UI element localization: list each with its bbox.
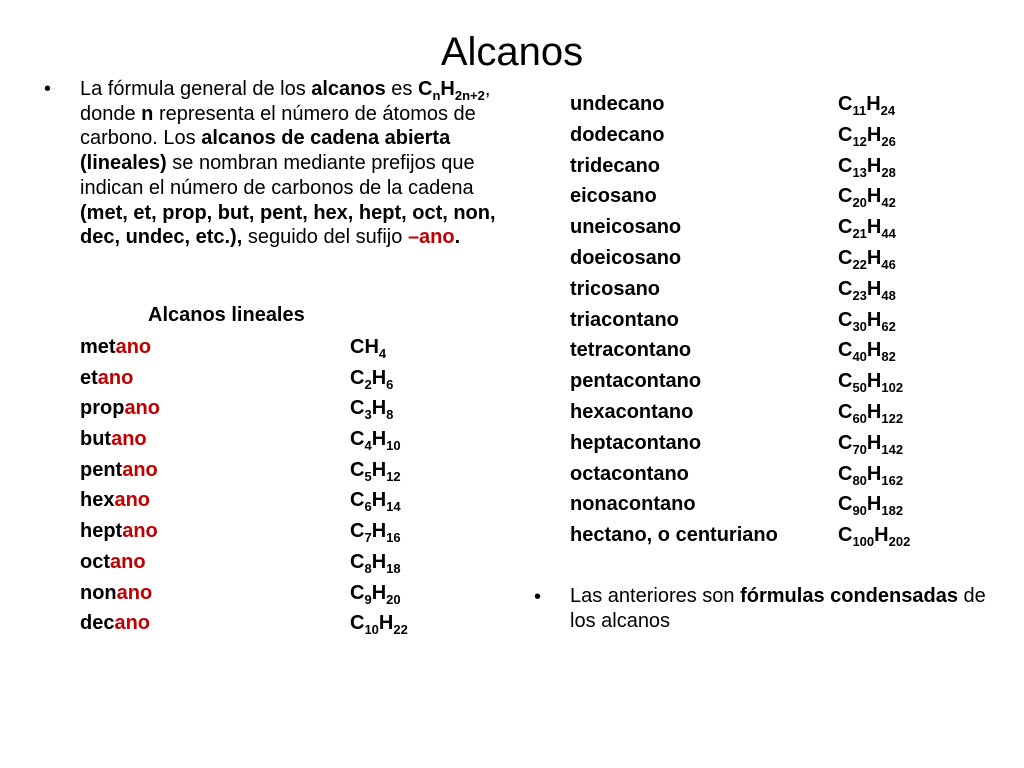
alkane-formula: $C_{20}H_{42}$ — [838, 185, 896, 211]
alkane-formula: $C_{10}H_{22}$ — [350, 612, 408, 638]
intro-paragraph: La fórmula general de los alcanos es $C_nH_{2n+2}$, donde n representa el número de átomos de carbono. Los alcanos de cadena abierta (lineales) se nombran mediante prefijos que indican el número de carbonos de la cadena (met, et, prop, but, pent, hex, hept, oct, non, dec, undec, etc.), seguido del sufijo –ano. — [80, 78, 496, 249]
bullet-marker: • — [44, 78, 52, 100]
alkane-formula: $CH_4$ — [350, 336, 387, 361]
alkane-row: tridecano $C_{13}H_{28}$ — [570, 154, 896, 180]
alkane-row: dodecano $C_{12}H_{26}$ — [570, 123, 896, 149]
alkane-row: decano $C_{10}H_{22}$ — [80, 612, 408, 638]
alkane-formula: $C_{90}H_{182}$ — [838, 493, 904, 519]
alkane-row: tetracontano $C_{40}H_{82}$ — [570, 339, 896, 365]
alkane-row: metano $CH_4$ — [80, 336, 387, 361]
alkane-formula: $C_{23}H_{48}$ — [838, 277, 896, 303]
alkane-formula: $C_3H_8$ — [350, 397, 394, 423]
alkane-formula: $C_7H_{16}$ — [350, 520, 401, 546]
alkane-row: hexano $C_6H_{14}$ — [80, 489, 401, 515]
alkane-formula: $C_{22}H_{46}$ — [838, 246, 896, 272]
alkane-formula: $C_{12}H_{26}$ — [838, 123, 896, 149]
alkane-formula: $C_{80}H_{162}$ — [838, 462, 904, 488]
alkane-row: nonano $C_9H_{20}$ — [80, 581, 401, 607]
alkane-formula: $C_{11}H_{24}$ — [838, 93, 896, 118]
closing-note: Las anteriores son fórmulas condensadas de los alcanos — [570, 585, 986, 632]
alkane-row: hectano, o centuriano $C_{100}H_{202}$ — [570, 524, 911, 550]
alkane-formula: $C_4H_{10}$ — [350, 428, 401, 454]
alkane-row: hexacontano $C_{60}H_{122}$ — [570, 400, 904, 426]
general-formula: $C_nH_{2n+2}$ — [417, 78, 485, 103]
alkane-formula: $C_2H_6$ — [350, 366, 394, 392]
linear-alkanes-table — [80, 334, 408, 641]
alkane-formula: $C_{21}H_{44}$ — [838, 216, 896, 242]
alkane-formula: $C_{30}H_{62}$ — [838, 308, 896, 334]
alkane-row: pentacontano $C_{50}H_{102}$ — [570, 370, 904, 396]
alkane-row: butano $C_4H_{10}$ — [80, 428, 401, 454]
higher-alkanes-table — [570, 91, 910, 553]
alkane-formula: $C_8H_{18}$ — [350, 550, 401, 576]
alkane-formula: $C_5H_{12}$ — [350, 458, 401, 484]
alkane-row: pentano $C_5H_{12}$ — [80, 458, 401, 484]
alkane-formula: $C_{60}H_{122}$ — [838, 400, 904, 426]
alkane-row: etano $C_2H_6$ — [80, 366, 394, 392]
alkane-formula: $C_6H_{14}$ — [350, 489, 401, 515]
alkane-row: octacontano $C_{80}H_{162}$ — [570, 462, 904, 488]
alkane-row: heptacontano $C_{70}H_{142}$ — [570, 431, 904, 457]
alkane-row: eicosano $C_{20}H_{42}$ — [570, 185, 896, 211]
alkane-row: octano $C_8H_{18}$ — [80, 550, 401, 576]
alkane-row: triacontano $C_{30}H_{62}$ — [570, 308, 896, 334]
alkane-formula: $C_{40}H_{82}$ — [838, 339, 896, 365]
alkane-row: doeicosano $C_{22}H_{46}$ — [570, 246, 896, 272]
slide-title: Alcanos — [440, 30, 584, 74]
alkane-row: nonacontano $C_{90}H_{182}$ — [570, 493, 904, 519]
alkane-row: uneicosano $C_{21}H_{44}$ — [570, 216, 896, 242]
alkane-formula: $C_{100}H_{202}$ — [838, 524, 911, 550]
alkane-row: propano $C_3H_8$ — [80, 397, 394, 423]
alkane-row: tricosano $C_{23}H_{48}$ — [570, 277, 896, 303]
alkane-formula: $C_9H_{20}$ — [350, 581, 401, 607]
alkane-row: undecano $C_{11}H_{24}$ — [570, 93, 896, 118]
alkane-row: heptano $C_7H_{16}$ — [80, 520, 401, 546]
alkane-formula: $C_{70}H_{142}$ — [838, 431, 904, 457]
alkane-formula: $C_{50}H_{102}$ — [838, 370, 904, 396]
lineales-header: Alcanos lineales — [148, 304, 305, 326]
bullet-marker: • — [534, 586, 542, 608]
alkane-formula: $C_{13}H_{28}$ — [838, 154, 896, 180]
